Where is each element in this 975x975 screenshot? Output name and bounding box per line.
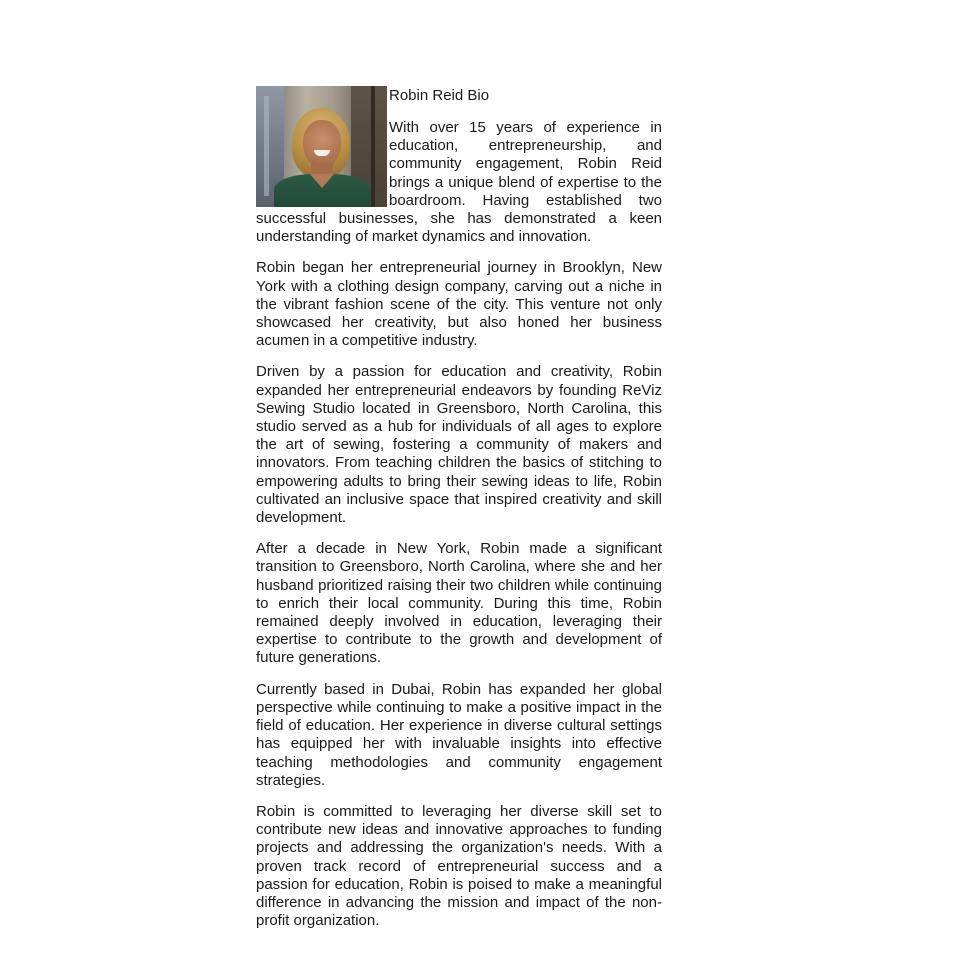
- bio-document: [256, 86, 662, 943]
- bio-paragraph-1: With over 15 years of experience in education, entrepreneurship, and community engagement, Robin Reid brings a unique blend of expertise to the boardroom. Having established two successful businesses, she has demonstrated a keen understanding of market dynamics and innovation.: [256, 119, 662, 246]
- bio-paragraph-2: Robin began her entrepreneurial journey in Brooklyn, New York with a clothing design company, carving out a niche in the vibrant fashion scene of the city. This venture not only showcased her creativity, but also honed her business acumen in a competitive industry.: [256, 259, 662, 350]
- bio-paragraph-6: Robin is committed to leveraging her diverse skill set to contribute new ideas and innovative approaches to funding projects and addressing the organization's needs. With a proven track record of entrepreneurial success and a passion for education, Robin is poised to make a meaningful difference in advancing the mission and impact of the non-profit organization.: [256, 802, 662, 930]
- bio-paragraph-4: After a decade in New York, Robin made a significant transition to Greensboro, North Carolina, where she and her husband prioritized raising their two children while continuing to enrich their local community. During this time, Robin remained deeply involved in education, leveraging their expertise to contribute to the growth and development of future generations.: [256, 540, 662, 667]
- portrait-photo: [256, 86, 387, 207]
- bio-title: Robin Reid Bio: [389, 87, 490, 104]
- bio-paragraph-5: Currently based in Dubai, Robin has expanded her global perspective while continuing to make a positive impact in the field of education. Her experience in diverse cultural settings has equipped her with invaluable insights into effective teaching methodologies and community engagement strategies.: [256, 680, 662, 789]
- bio-paragraph-3: Driven by a passion for education and creativity, Robin expanded her entrepreneurial endeavors by founding ReViz Sewing Studio located in Greensboro, North Carolina, this studio served as a hub for individuals of all ages to explore the art of sewing, fostering a community of makers and innovators. From teaching children the basics of stitching to empowering adults to bring their sewing ideas to life, Robin cultivated an inclusive space that inspired creativity and skill development.: [256, 363, 662, 527]
